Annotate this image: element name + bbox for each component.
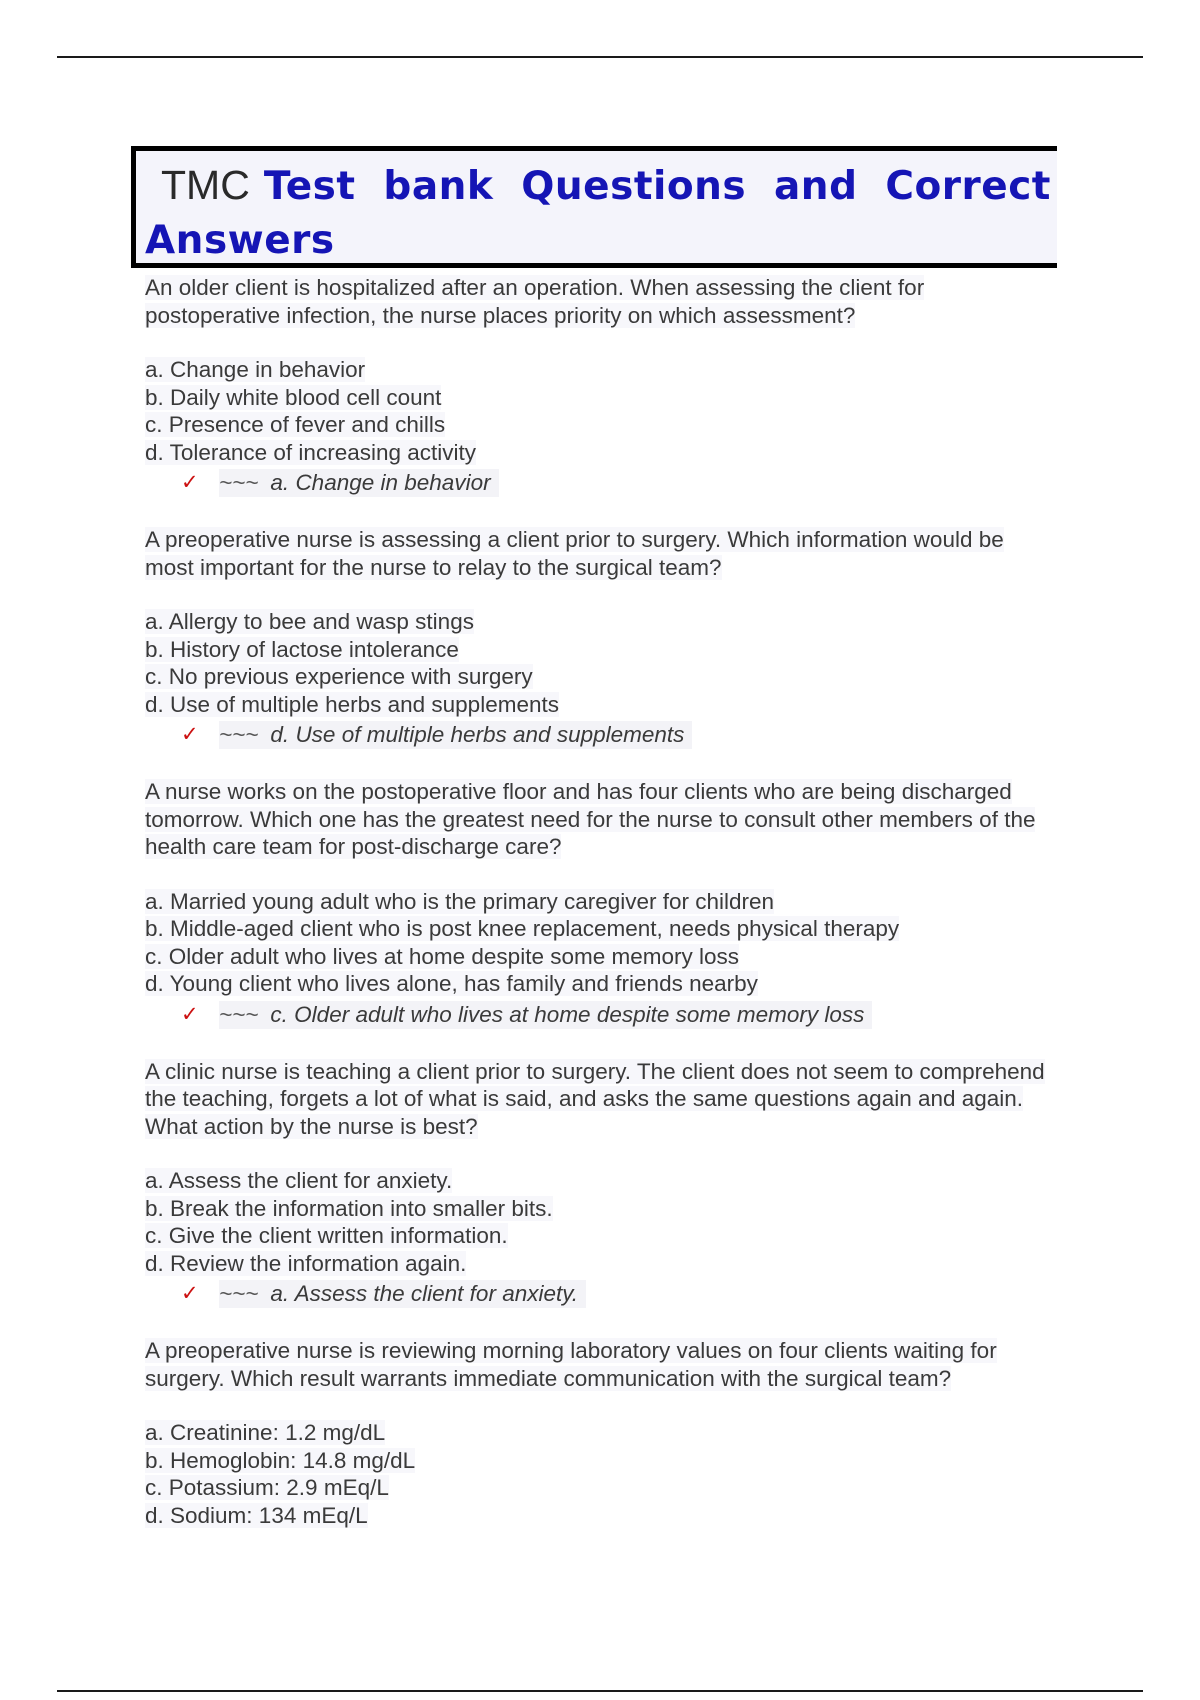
question-item (145, 1337, 1065, 1529)
option-c: c. Give the client written information. (145, 1223, 508, 1248)
option-d: d. Use of multiple herbs and supplements (145, 691, 559, 717)
title-word: Test (263, 164, 356, 209)
title-prefix: TMC (161, 162, 250, 208)
checkmark-icon: ✓ (181, 471, 199, 494)
correct-answer (181, 1280, 1065, 1308)
checkmark-icon: ✓ (181, 1282, 199, 1305)
option-c: c. No previous experience with surgery (145, 664, 533, 689)
option-c: c. Potassium: 2.9 mEq/L (145, 1475, 389, 1500)
checkmark-icon: ✓ (181, 1002, 199, 1026)
title-word: Questions (521, 164, 747, 209)
page-bottom-rule (57, 1690, 1143, 1692)
question-item (145, 526, 1065, 749)
title-word: and (773, 164, 858, 209)
option-d: d. Tolerance of increasing activity (145, 439, 477, 465)
answer-marker: ~~~ (219, 722, 259, 747)
option-b: b. History of lactose intolerance (145, 636, 459, 662)
question-stem: An older client is hospitalized after an operation. When assessing the client for postoperative infection, the nurse places priority on which assessment? (145, 275, 925, 328)
answer-text: d. Use of multiple herbs and supplements (270, 722, 685, 747)
question-list (145, 274, 1065, 1558)
answer-marker: ~~~ (219, 1281, 259, 1306)
option-d: d. Young client who lives alone, has family and friends nearby (145, 971, 758, 996)
option-a: a. Creatinine: 1.2 mg/dL (145, 1420, 386, 1445)
title-words (264, 163, 1051, 211)
answer-marker: ~~~ (219, 470, 259, 495)
option-b: b. Hemoglobin: 14.8 mg/dL (145, 1447, 416, 1473)
question-stem: A clinic nurse is teaching a client prior to surgery. The client does not seem to comprehend the teaching, forgets a lot of what is said, and asks the same questions again and again. What action by the nurse is best? (145, 1058, 1045, 1139)
option-a: a. Allergy to bee and wasp stings (145, 609, 474, 634)
option-list (145, 356, 1065, 466)
title-box (131, 146, 1057, 268)
checkmark-icon: ✓ (181, 723, 199, 746)
answer-text: a. Change in behavior (270, 470, 491, 495)
answer-text: a. Assess the client for anxiety. (270, 1281, 579, 1306)
answer-text: c. Older adult who lives at home despite some memory loss (270, 1001, 865, 1027)
question-stem: A nurse works on the postoperative floor and has four clients who are being discharged tomorrow. Which one has the greatest need for the nurse to consult other members of the health care team for post-discharge care? (145, 779, 1036, 859)
option-d: d. Review the information again. (145, 1250, 467, 1276)
title-line-1 (161, 161, 1051, 211)
correct-answer (181, 1001, 1065, 1029)
option-a: a. Change in behavior (145, 357, 366, 382)
option-a: a. Assess the client for anxiety. (145, 1168, 453, 1193)
option-b: b. Daily white blood cell count (145, 384, 442, 410)
question-stem: A preoperative nurse is assessing a client prior to surgery. Which information would be most important for the nurse to relay to the surgical team? (145, 527, 1004, 580)
answer-marker: ~~~ (219, 1001, 259, 1027)
option-c: c. Presence of fever and chills (145, 412, 446, 437)
title-word: bank (383, 164, 494, 209)
correct-answer (181, 469, 1065, 497)
question-item (145, 1058, 1065, 1309)
question-item (145, 274, 1065, 497)
option-d: d. Sodium: 134 mEq/L (145, 1502, 368, 1528)
option-c: c. Older adult who lives at home despite some memory loss (145, 943, 739, 969)
option-b: b. Break the information into smaller bits. (145, 1195, 553, 1221)
option-list (145, 1419, 1065, 1529)
correct-answer (181, 721, 1065, 749)
title-word: Correct (885, 164, 1051, 209)
question-item (145, 778, 1065, 1029)
option-b: b. Middle-aged client who is post knee replacement, needs physical therapy (145, 916, 900, 941)
option-a: a. Married young adult who is the primary caregiver for children (145, 888, 775, 914)
option-list (145, 608, 1065, 718)
question-stem: A preoperative nurse is reviewing morning laboratory values on four clients waiting for surgery. Which result warrants immediate communication with the surgical team? (145, 1338, 997, 1391)
page-top-rule (57, 56, 1143, 58)
option-list (145, 888, 1065, 998)
title-line-2: Answers (145, 218, 335, 263)
option-list (145, 1167, 1065, 1277)
